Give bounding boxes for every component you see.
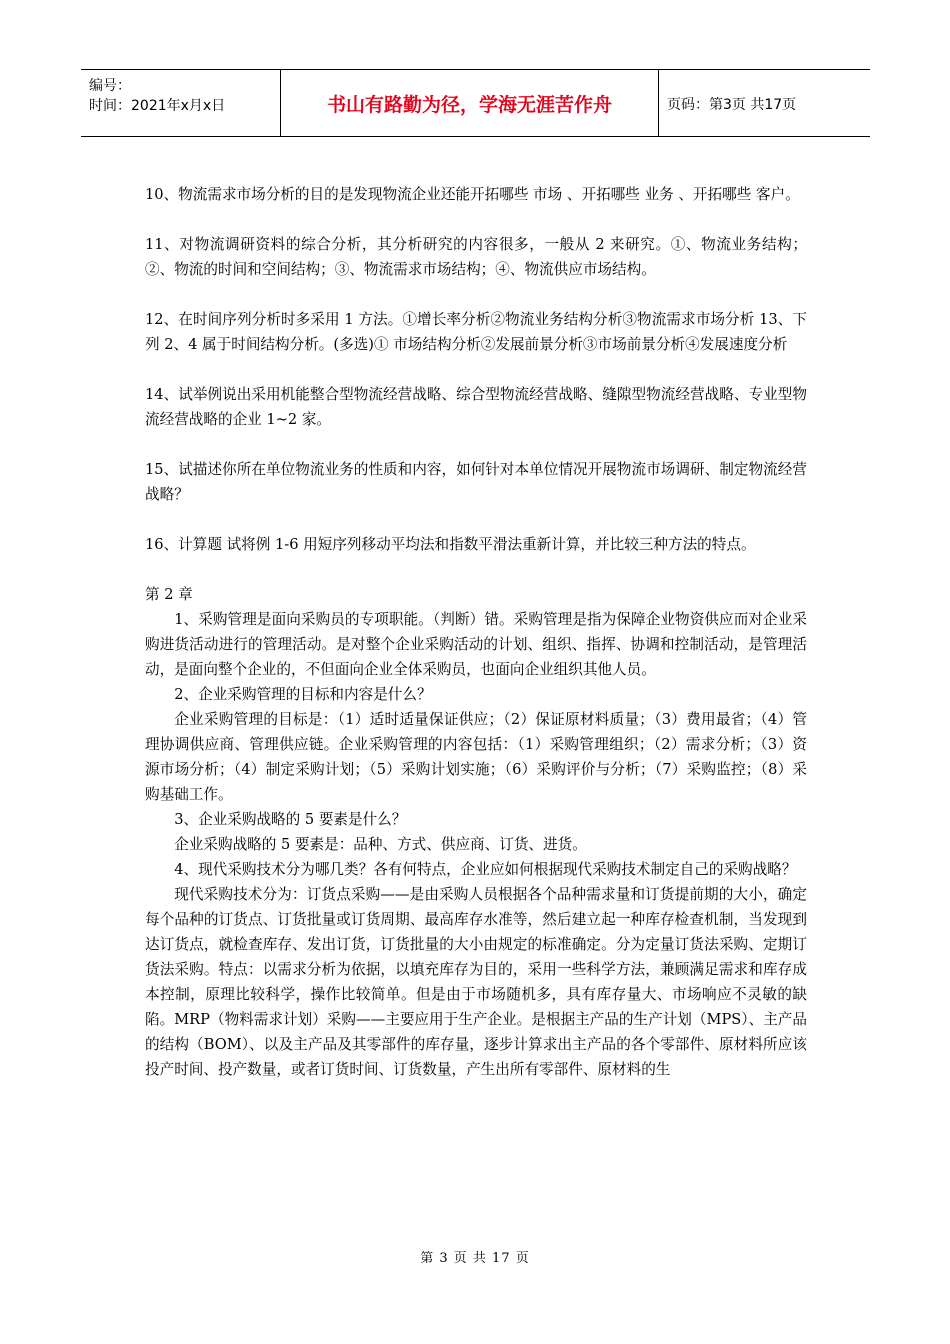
chapter-paragraph: 1、采购管理是面向采购员的专项职能。（判断）错。采购管理是指为保障企业物资供应而对企业采购进货活动进行的管理活动。是对整个企业采购活动的计划、组织、指挥、协调和控制活动，是管理活动，是面向整个企业的，不但面向企业全体采购员，也面向企业组织其他人员。 bbox=[145, 611, 807, 678]
header-table bbox=[81, 69, 870, 137]
question-10: 10、物流需求市场分析的目的是发现物流企业还能开拓哪些 市场 、开拓哪些 业务 、开拓哪些 客户。 bbox=[145, 186, 800, 203]
document-body bbox=[145, 182, 807, 1082]
question-14: 14、试举例说出采用机能整合型物流经营战略、综合型物流经营战略、缝隙型物流经营战略、专业型物流经营战略的企业 1~2 家。 bbox=[145, 386, 807, 428]
document-date-label: 时间：2021年x月x日 bbox=[89, 98, 226, 114]
header-page-info: 页码：第3页 共17页 bbox=[667, 97, 797, 113]
question-12: 12、在时间序列分析时多采用 1 方法。①增长率分析②物流业务结构分析③物流需求市场分析 13、下列 2、4 属于时间结构分析。(多选)① 市场结构分析②发展前景分析③市场前景分析④发展速度分析 bbox=[145, 311, 807, 353]
question-15: 15、试描述你所在单位物流业务的性质和内容，如何针对本单位情况开展物流市场调研、制定物流经营战略？ bbox=[145, 461, 807, 503]
document-number-label: 编号： bbox=[89, 78, 131, 94]
question-11: 11、对物流调研资料的综合分析，其分析研究的内容很多，一般从 2 来研究。①、物流业务结构；②、物流的时间和空间结构；③、物流需求市场结构；④、物流供应市场结构。 bbox=[145, 236, 807, 278]
chapter-paragraph: 2、企业采购管理的目标和内容是什么？ bbox=[174, 686, 432, 703]
chapter-paragraph: 企业采购管理的目标是：（1）适时适量保证供应；（2）保证原材料质量；（3）费用最省；（4）管理协调供应商、管理供应链。企业采购管理的内容包括：（1）采购管理组织；（2）需求分析；（3）资源市场分析；（4）制定采购计划；（5）采购计划实施；（6）采购评价与分析；（7）采购监控；（8）采购基础工作。 bbox=[145, 711, 807, 803]
chapter-paragraph: 企业采购战略的 5 要素是：品种、方式、供应商、订货、进货。 bbox=[174, 836, 587, 853]
chapter-paragraph: 4、现代采购技术分为哪几类？各有何特点，企业应如何根据现代采购技术制定自己的采购战略？ bbox=[174, 861, 797, 878]
header-motto: 书山有路勤为径，学海无涯苦作舟 bbox=[280, 70, 659, 136]
header-meta-cell bbox=[81, 70, 280, 136]
question-16: 16、计算题 试将例 1-6 用短序列移动平均法和指数平滑法重新计算，并比较三种方法的特点。 bbox=[145, 536, 756, 553]
chapter-paragraph: 现代采购技术分为：订货点采购——是由采购人员根据各个品种需求量和订货提前期的大小，确定每个品种的订货点、订货批量或订货周期、最高库存水准等，然后建立起一种库存检查机制，当发现到达订货点，就检查库存、发出订货，订货批量的大小由规定的标准确定。分为定量订货法采购、定期订货法采购。特点：以需求分析为依据，以填充库存为目的，采用一些科学方法，兼顾满足需求和库存成本控制，原理比较科学，操作比较简单。但是由于市场随机多，具有库存量大、市场响应不灵敏的缺陷。MRP（物料需求计划）采购——主要应用于生产企业。是根据主产品的生产计划（MPS）、主产品的结构（BOM）、以及主产品及其零部件的库存量，逐步计算求出主产品的各个零部件、原材料所应该投产时间、投产数量，或者订货时间、订货数量，产生出所有零部件、原材料的生 bbox=[145, 886, 807, 1078]
page-footer: 第 3 页 共 17 页 bbox=[420, 1251, 530, 1266]
chapter-title: 第 2 章 bbox=[145, 586, 193, 603]
chapter-paragraph: 3、企业采购战略的 5 要素是什么？ bbox=[174, 811, 407, 828]
